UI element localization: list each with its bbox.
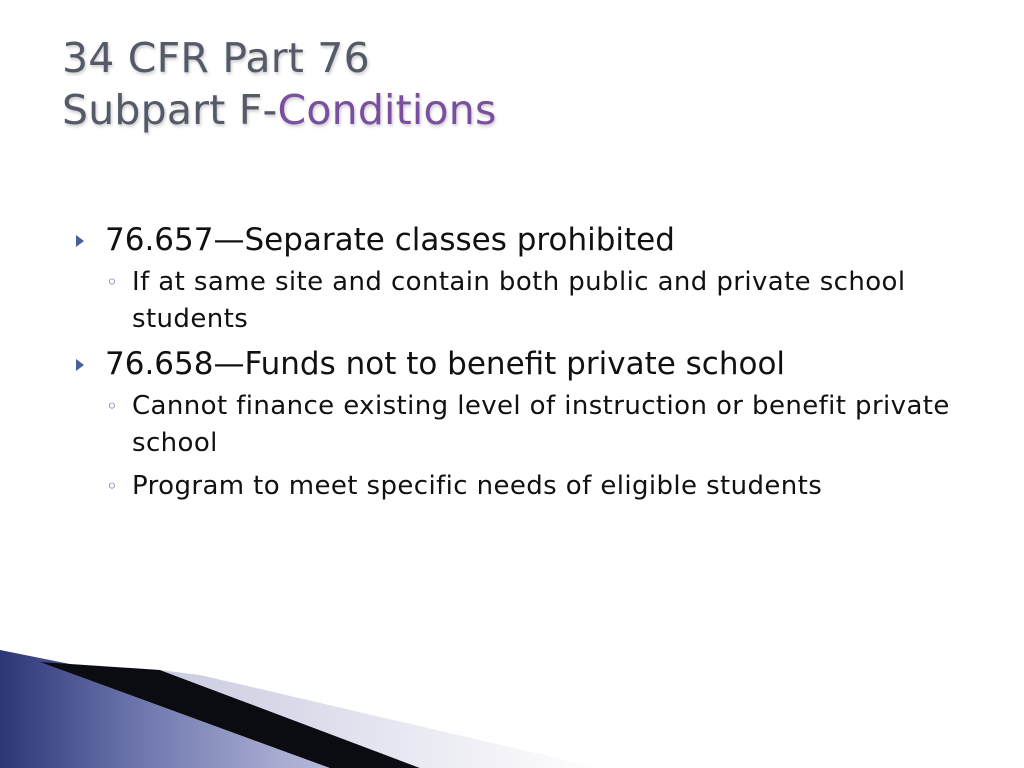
sub-bullet-item [72, 468, 972, 505]
ring-bullet-icon: ◦ [106, 270, 119, 294]
sub-bullet-text: Cannot finance existing level of instruction or benefit private school [132, 391, 950, 458]
bullet-heading: 76.658—Funds not to benefit private school [105, 346, 786, 382]
decorative-swoosh [0, 620, 1024, 768]
bullet-list [72, 220, 972, 511]
arrow-bullet-icon [76, 235, 84, 247]
bullet-item [72, 220, 972, 260]
sub-bullet-item [72, 264, 972, 338]
bullet-heading: 76.657—Separate classes prohibited [105, 222, 675, 258]
slide-title [62, 32, 497, 136]
arrow-bullet-icon [76, 359, 84, 371]
sub-bullet-text: If at same site and contain both public and private school students [132, 267, 906, 334]
title-line-2 [62, 84, 497, 136]
sub-bullet-text: Program to meet specific needs of eligible students [132, 471, 823, 501]
title-line-1: 34 CFR Part 76 [62, 34, 370, 82]
title-line-2-accent: Conditions [277, 86, 497, 134]
sub-bullet-item [72, 388, 972, 462]
bullet-item [72, 344, 972, 384]
ring-bullet-icon: ◦ [106, 474, 119, 498]
title-line-2-prefix: Subpart F- [62, 86, 278, 134]
ring-bullet-icon: ◦ [106, 394, 119, 418]
